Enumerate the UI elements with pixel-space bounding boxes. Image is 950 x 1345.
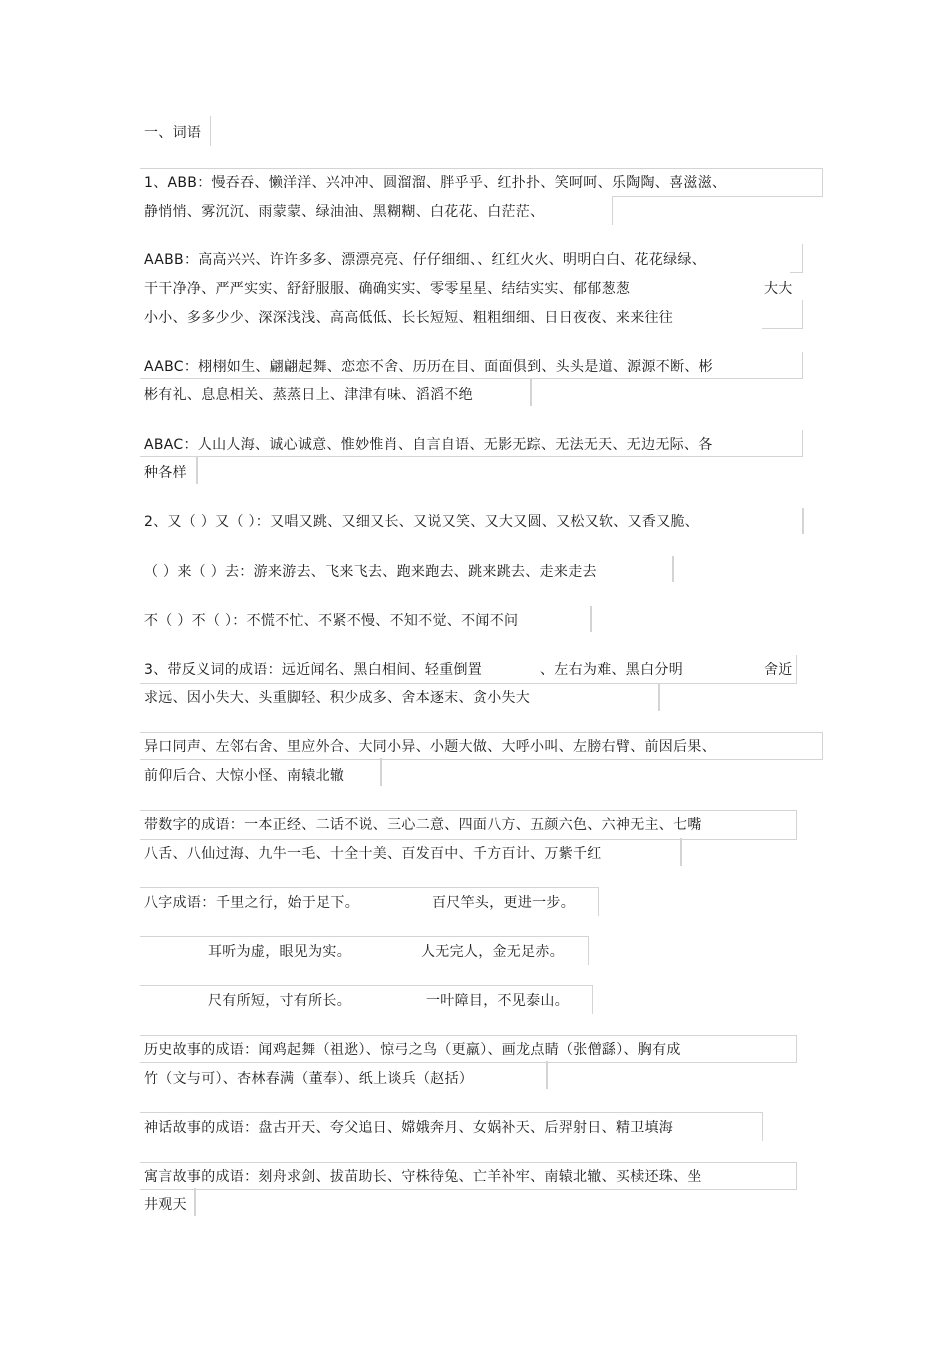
frame-abb-2 (612, 196, 823, 225)
frame-abac-2 (196, 456, 198, 484)
frame-you (802, 508, 804, 534)
antonym2-line-1: 异口同声、左邻右舍、里应外合、大同小异、小题大做、大呼小叫、左膀右臂、前因后果、 (144, 739, 716, 755)
frame-antonym-2 (658, 683, 660, 711)
aabc-line-1: AABC：栩栩如生、翩翩起舞、恋恋不舍、历历在目、面面俱到、头头是道、源源不断、彬 (144, 359, 713, 375)
eight-row2-b: 人无完人，金无足赤。 (421, 944, 564, 960)
aabb-line-2-tail: 大大 (764, 281, 793, 297)
you-line: 2、又（ ）又（ ）：又唱又跳、又细又长、又说又笑、又大又圆、又松又软、又香又脆、 (144, 514, 700, 530)
numbers-line-1: 带数字的成语：一本正经、二话不说、三心二意、四面八方、五颜六色、六神无主、七嘴 (144, 817, 702, 833)
antonym-line-1b: 、左右为难、黑白分明 (540, 662, 683, 678)
history-line-2: 竹（文与可）、杏林春满（董奉）、纸上谈兵（赵括） (144, 1071, 474, 1087)
eight-row1-a: 千里之行，始于足下。 (216, 895, 359, 911)
aabb-line-1: AABB：高高兴兴、许许多多、漂漂亮亮、仔仔细细、、红红火火、明明白白、花花绿绿、 (144, 252, 707, 268)
frame-bu (590, 606, 592, 632)
fable-line-1: 寓言故事的成语：刻舟求剑、拔苗助长、守株待兔、亡羊补牢、南辕北辙、买椟还珠、坐 (144, 1169, 702, 1185)
frame-aabb-3 (762, 300, 803, 329)
frame-lai (672, 556, 674, 582)
history-line-1: 历史故事的成语：闻鸡起舞（祖逖）、惊弓之鸟（更羸）、画龙点睛（张僧繇）、胸有成 (144, 1042, 681, 1058)
frame-numbers-2 (680, 838, 682, 866)
antonym-line-2: 求远、因小失大、头重脚轻、积少成多、舍本逐末、贪小失大 (144, 690, 531, 706)
antonym-line-1c: 舍近 (764, 662, 793, 678)
bu-line: 不（ ）不（ ）：不慌不忙、不紧不慢、不知不觉、不闻不问 (144, 613, 519, 629)
frame-aabb (790, 244, 803, 273)
aabb-line-3: 小小、多多少少、深深浅浅、高高低低、长长短短、粗粗细细、日日夜夜、来来往往 (144, 310, 674, 326)
frame-fable-2 (194, 1188, 196, 1216)
lai-line: （ ）来（ ）去：游来游去、飞来飞去、跑来跑去、跳来跳去、走来走去 (144, 564, 597, 580)
numbers-line-2: 八舌、八仙过海、九牛一毛、十全十美、百发百中、千方百计、万紫千红 (144, 846, 602, 862)
abb-line-2: 静悄悄、雾沉沉、雨蒙蒙、绿油油、黑糊糊、白花花、白茫茫、 (144, 204, 545, 220)
frame-aabc-2 (530, 378, 532, 406)
aabc-line-2: 彬有礼、息息相关、蒸蒸日上、津津有味、滔滔不绝 (144, 387, 473, 403)
fable-line-2: 井观天 (144, 1197, 187, 1213)
frame-antonym2-2 (380, 758, 382, 786)
eight-row3-b: 一叶障目，不见泰山。 (426, 993, 569, 1009)
eight-row1-b: 百尺竿头，更进一步。 (432, 895, 575, 911)
frame-history-2 (546, 1061, 548, 1089)
abb-line-1: 1、ABB：慢吞吞、懒洋洋、兴冲冲、圆溜溜、胖乎乎、红扑扑、笑呵呵、乐陶陶、喜滋滋、 (144, 175, 727, 191)
abac-line-2: 种各样 (144, 465, 187, 481)
eight-label: 八字成语： (144, 895, 216, 911)
eight-row3-a: 尺有所短，寸有所长。 (208, 993, 351, 1009)
abac-line-1: ABAC：人山人海、诚心诚意、惟妙惟肖、自言自语、无影无踪、无法无天、无边无际、各 (144, 437, 713, 453)
eight-row2-a: 耳听为虚，眼见为实。 (208, 944, 351, 960)
aabb-line-2: 干干净净、严严实实、舒舒服服、确确实实、零零星星、结结实实、郁郁葱葱 (144, 281, 631, 297)
myth-line: 神话故事的成语：盘古开天、夸父追日、嫦娥奔月、女娲补天、后羿射日、精卫填海 (144, 1120, 674, 1136)
antonym-line-1a: 3、带反义词的成语：远近闻名、黑白相间、轻重倒置 (144, 662, 483, 678)
antonym2-line-2: 前仰后合、大惊小怪、南辕北辙 (144, 768, 345, 784)
section-title: 一、词语 (144, 125, 202, 141)
